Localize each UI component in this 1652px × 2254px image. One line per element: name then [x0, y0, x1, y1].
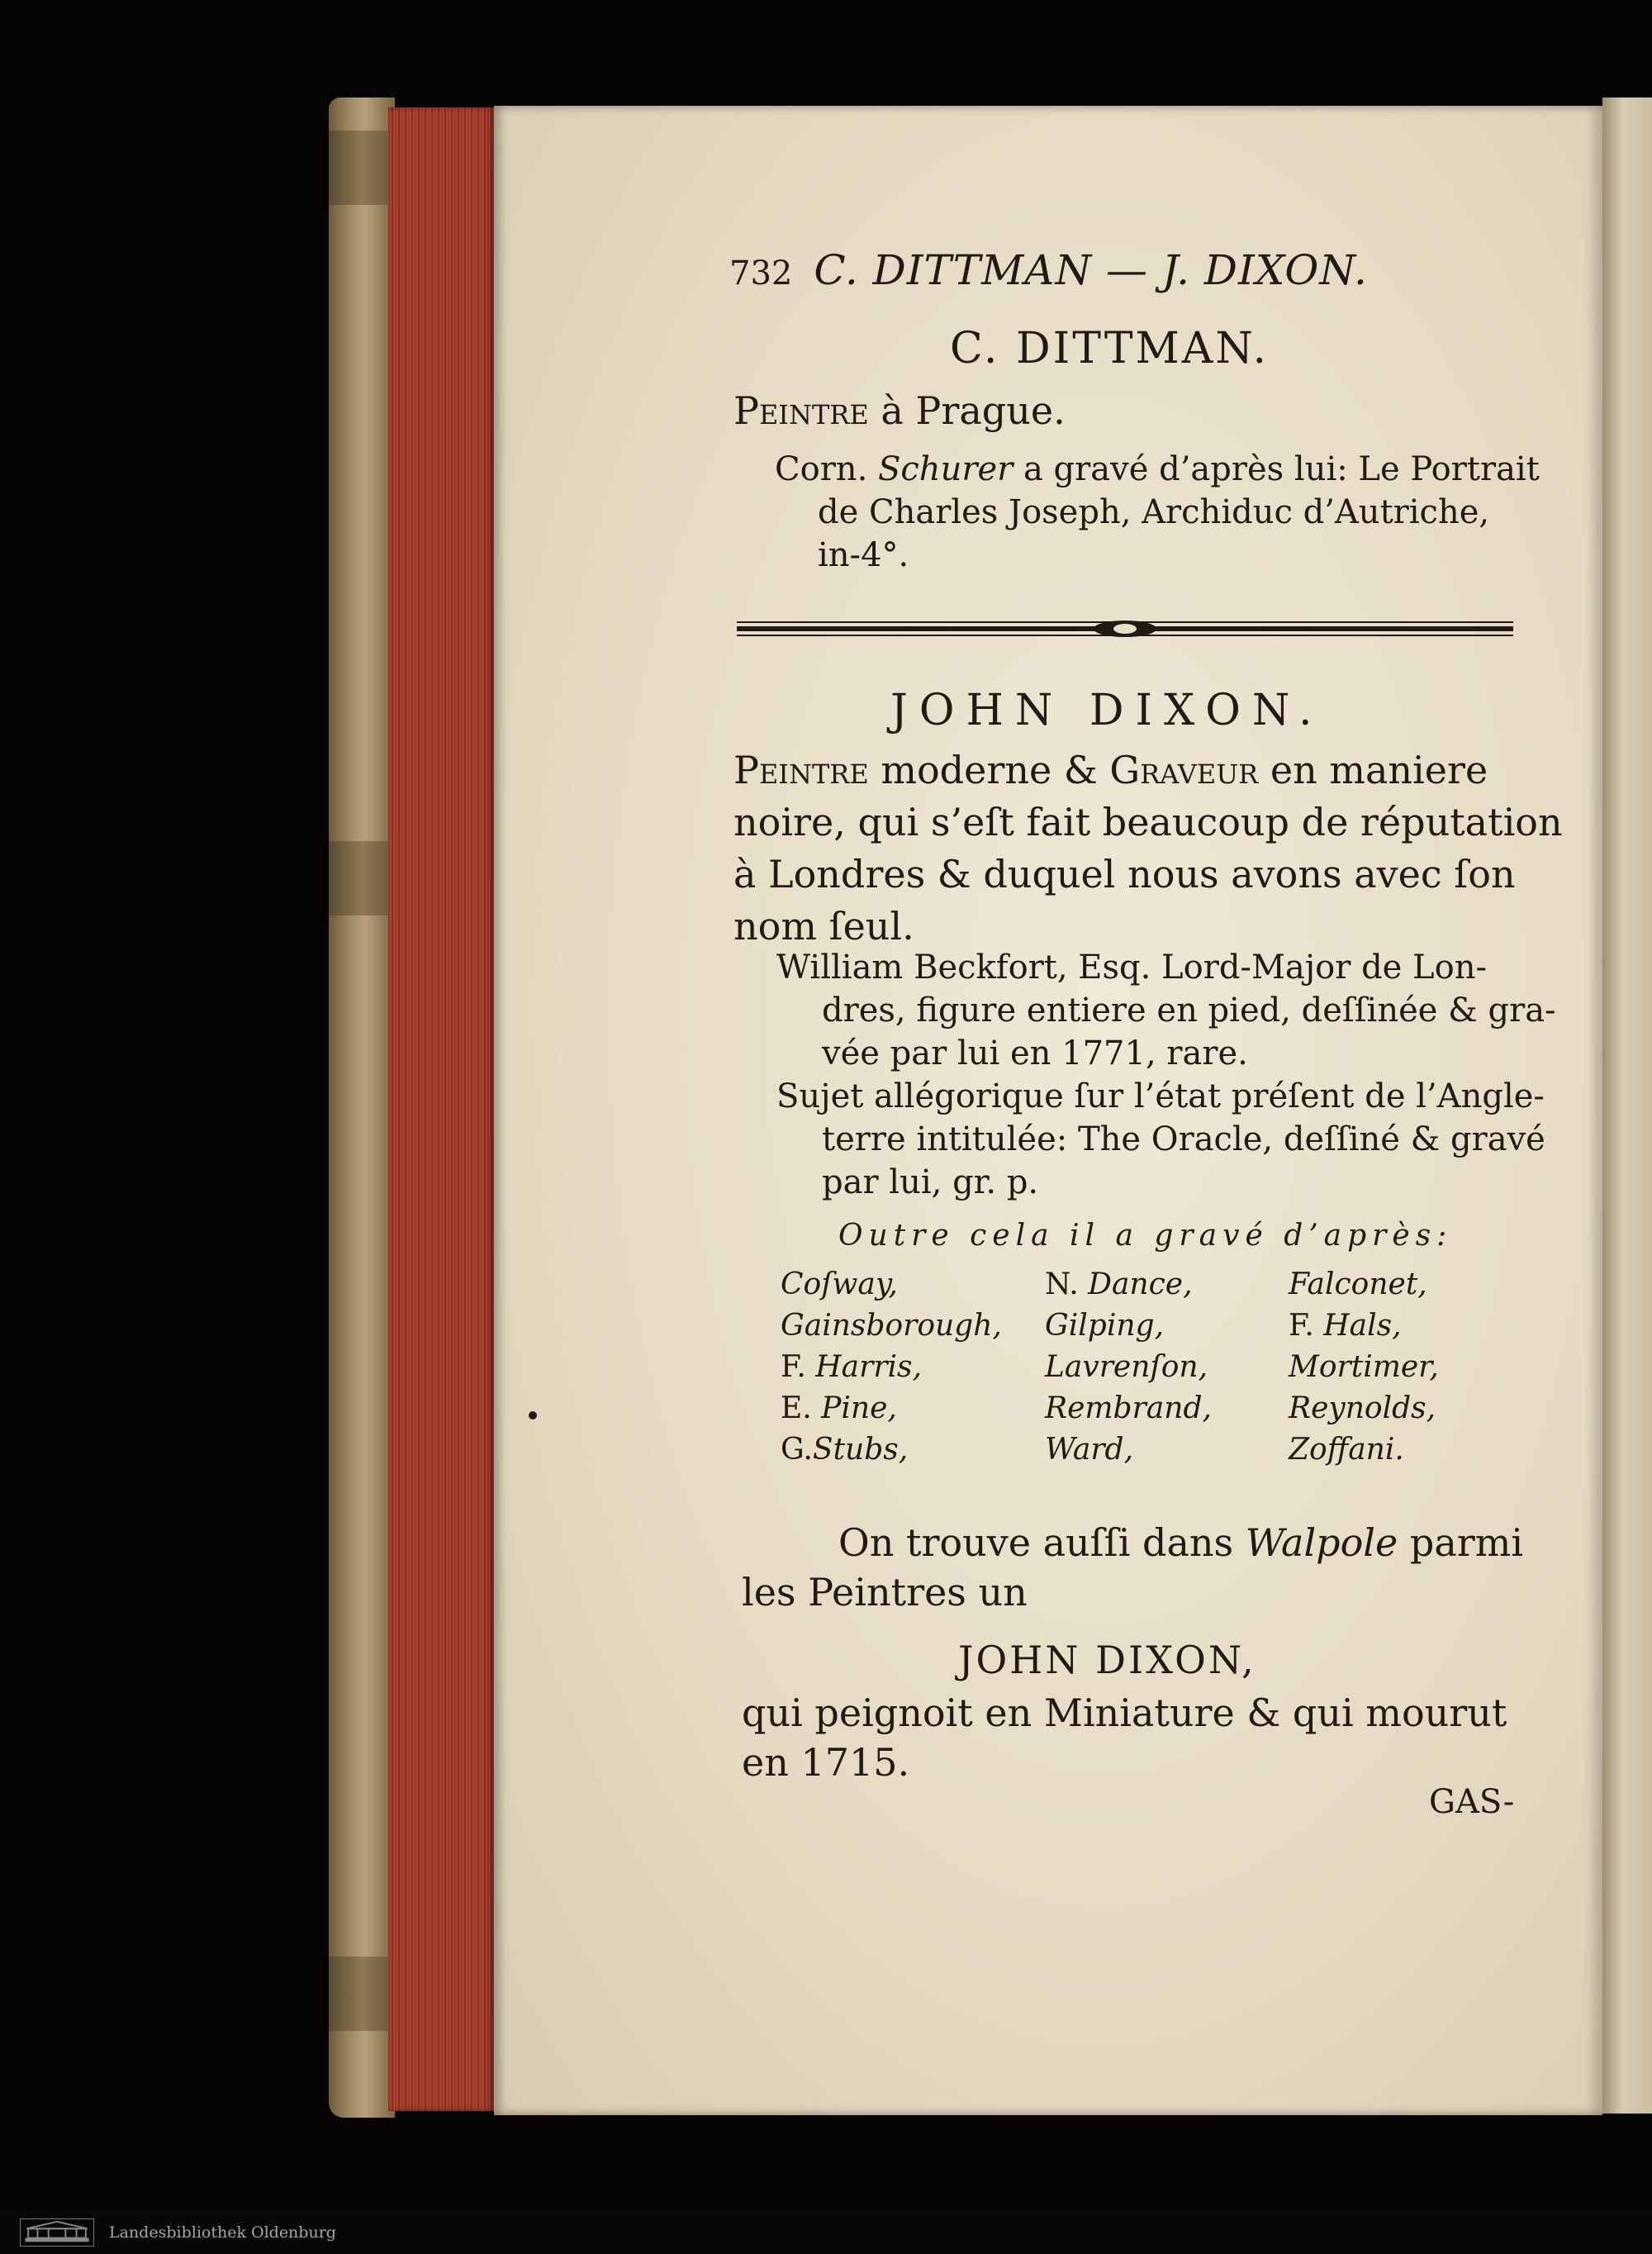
artist-name: Dance, — [1088, 1267, 1193, 1301]
text-line: Sujet allégorique ſur l’état préſent de l’Angle- — [776, 1077, 1545, 1115]
artist-item — [1289, 1433, 1404, 1467]
ornamental-rule — [737, 620, 1513, 638]
artist-name: Zoffani. — [1289, 1433, 1404, 1467]
text-line: à Londres & duquel nous avons avec ſon — [733, 852, 1516, 896]
artist-name: Harris, — [815, 1350, 922, 1384]
artist-item — [781, 1391, 897, 1425]
book-spine — [329, 97, 395, 2118]
margin-mark — [529, 1411, 537, 1419]
text-fragment: parmi — [1398, 1520, 1524, 1565]
text-fragment: en maniere — [1258, 748, 1488, 792]
running-title: C. DITTMAN — J. DIXON. — [814, 246, 1368, 294]
page-edge — [388, 107, 496, 2111]
spine-band — [329, 841, 395, 915]
artist-item — [1045, 1391, 1212, 1425]
artist-initial: F. — [1289, 1309, 1324, 1343]
artist-item — [1289, 1350, 1439, 1384]
artist-name: Rembrand, — [1045, 1391, 1212, 1425]
artist-item — [1289, 1267, 1427, 1301]
text-line — [838, 1520, 1523, 1565]
outre-cela-heading: Outre cela il a gravé d’après: — [838, 1219, 1453, 1253]
artist-name: Reynolds, — [1289, 1391, 1436, 1425]
artist-name: Ward, — [1045, 1433, 1134, 1467]
artist-name: Coſway, — [781, 1267, 898, 1301]
text-line: nom ſeul. — [733, 904, 914, 949]
text-fragment: Peintre — [733, 748, 869, 792]
artist-initial: G. — [781, 1433, 813, 1467]
entry-heading-dixon: JOHN DIXON. — [890, 686, 1324, 735]
artist-item — [1045, 1350, 1208, 1384]
library-logo-graphic — [21, 2219, 93, 2246]
entry-heading-dixon-2: JOHN DIXON, — [958, 1638, 1256, 1682]
text-line: terre intitulée: The Oracle, deſſiné & gravé — [822, 1120, 1545, 1158]
spine-band — [329, 1957, 395, 2031]
artist-name: Stubs, — [812, 1433, 909, 1467]
text-line: William Beckfort, Esq. Lord-Major de Lon- — [776, 949, 1487, 987]
text-fragment: moderne & — [868, 748, 1110, 792]
artist-initial: F. — [781, 1350, 816, 1384]
text-fragment: On trouve auſſi dans — [838, 1520, 1246, 1565]
footer-library-name: Landesbibliothek Oldenburg — [109, 2223, 336, 2242]
text-fragment: Corn. — [775, 450, 878, 488]
page-number: 732 — [729, 254, 793, 292]
artist-name: Gainsborough, — [781, 1309, 1002, 1343]
text-fragment: Graveur — [1109, 748, 1259, 792]
text-line — [733, 748, 1488, 792]
role-rest: à Prague. — [868, 388, 1066, 433]
artist-name: Hals, — [1323, 1309, 1402, 1343]
text-line: en 1715. — [742, 1740, 910, 1785]
text-fragment: a gravé d’après lui: Le Portrait — [1013, 450, 1540, 488]
ornamental-rule-graphic — [737, 620, 1513, 638]
text-line: par lui, gr. p. — [822, 1163, 1039, 1201]
artist-initial: N. — [1045, 1267, 1089, 1301]
artist-name: Falconet, — [1289, 1267, 1427, 1301]
facing-page — [1602, 97, 1652, 2114]
library-logo-icon — [20, 2218, 94, 2247]
artist-item — [1045, 1309, 1164, 1343]
author-name: Walpole — [1245, 1520, 1398, 1565]
entry-role-dittman — [733, 388, 1066, 433]
running-header — [729, 246, 1368, 294]
artist-item — [781, 1309, 1002, 1343]
text-line: dres, figure entiere en pied, deſſinée & gra- — [822, 991, 1556, 1030]
artist-item — [1289, 1391, 1436, 1425]
text-line: de Charles Joseph, Archiduc d’Autriche, — [818, 493, 1490, 531]
role-first-word: Peintre — [733, 388, 869, 433]
artist-name: Mortimer, — [1289, 1350, 1439, 1384]
artist-item — [781, 1350, 922, 1384]
text-line: les Peintres un — [742, 1570, 1028, 1614]
spine-band — [329, 131, 395, 205]
artist-item — [1045, 1433, 1133, 1467]
artist-name: Gilping, — [1045, 1309, 1165, 1343]
artist-item — [1289, 1309, 1402, 1343]
engraver-name: Schurer — [878, 450, 1014, 488]
text-line: in-4°. — [818, 536, 909, 574]
artist-name: Lavrenſon, — [1045, 1350, 1208, 1384]
catchword: GAS- — [1429, 1783, 1515, 1821]
text-line: vée par lui en 1771, rare. — [822, 1034, 1248, 1072]
artist-item — [1045, 1267, 1193, 1301]
artist-item — [781, 1267, 898, 1301]
artist-item — [781, 1433, 908, 1467]
entry-heading-dittman: C. DITTMAN. — [950, 324, 1270, 373]
text-line: qui peignoit en Miniature & qui mourut — [742, 1690, 1507, 1735]
artist-initial: E. — [781, 1391, 822, 1425]
text-line — [775, 450, 1540, 488]
text-line: noire, qui s’eſt fait beaucoup de réputation — [733, 800, 1563, 844]
artist-name: Pine, — [821, 1391, 897, 1425]
